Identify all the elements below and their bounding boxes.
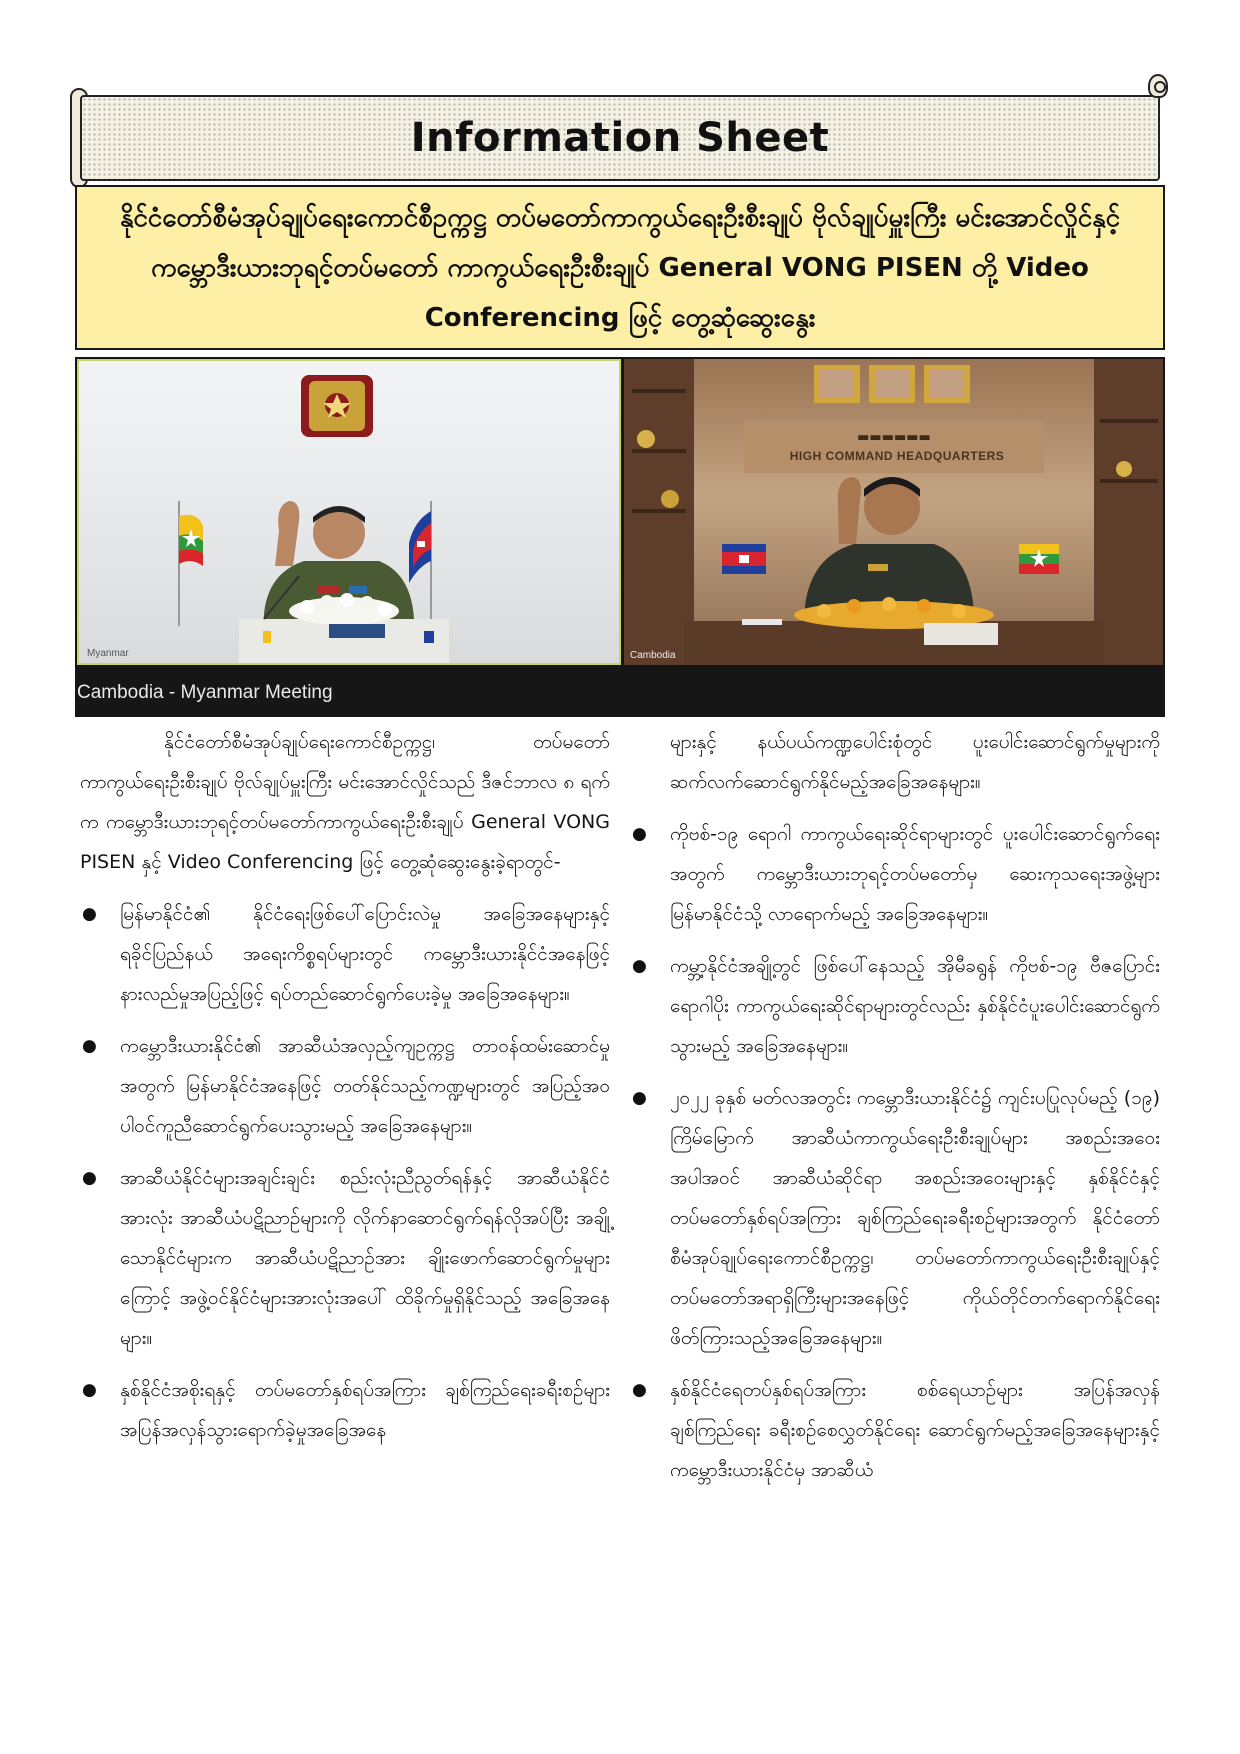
photo-caption: Cambodia - Myanmar Meeting	[77, 682, 333, 703]
bullet-item: ● ၂၀၂၂ ခုနှစ် မတ်လအတွင်း ကမ္ဘောဒီးယားနိုင်ငံ၌ ကျင်းပပြုလုပ်မည့် (၁၉) ကြိမ်မြောက် အာဆီယံကာကွယ်ရေးဦးစီးချုပ်များ အစည်းအဝေးအပါအဝင် အာဆီယံဆိုင်ရာ အစည်းအဝေးများနှင့် နှစ်နိုင်ငံနှင့် တပ်မတော်နှစ်ရပ်အကြား ချစ်ကြည်ရေးခရီးစဉ်များအတွက် နိုင်ငံတော်စီမံအုပ်ချုပ်ရေးကောင်စီဥက္ကဋ္ဌ၊ တပ်မတော်ကာကွယ်ရေးဦးစီးချုပ်နှင့် တပ်မတော်အရာရှိကြီးများအနေဖြင့် ကိုယ်တိုင်တက်ရောက်နိုင်ရေး ဖိတ်ကြားသည့်အခြေအနေများ။	[630, 1078, 1160, 1358]
myanmar-scene-illustration	[79, 361, 619, 663]
bullet-item: ● နှစ်နိုင်ငံအစိုးရနှင့် တပ်မတော်နှစ်ရပ်အကြား ချစ်ကြည်ရေးခရီးစဉ်များ အပြန်အလှန်သွားရောက်ခဲ့မှုအခြေအနေ	[80, 1370, 610, 1450]
myanmar-video-panel	[77, 359, 621, 665]
right-bullet-list	[630, 814, 1160, 1490]
bullet-item: ● မြန်မာနိုင်ငံ၏ နိုင်ငံရေးဖြစ်ပေါ်ပြောင်းလဲမှု အခြေအနေများနှင့် ရခိုင်ပြည်နယ် အရေးကိစ္စရပ်များတွင် ကမ္ဘောဒီးယားနိုင်ငံအနေဖြင့် နားလည်မှုအပြည့်ဖြင့် ရပ်တည်ဆောင်ရွက်ပေးခဲ့မှု အခြေအနေများ။	[80, 894, 610, 1014]
cambodia-flag-icon	[409, 511, 431, 583]
emblem-icon	[301, 375, 373, 437]
left-column	[80, 722, 610, 1450]
cambodia-flag-right-icon	[722, 544, 766, 574]
hq-sign-text: HIGH COMMAND HEADQUARTERS	[789, 449, 1005, 463]
continuation-paragraph: များနှင့် နယ်ပယ်ကဏ္ဍပေါင်းစုံတွင် ပူးပေါင်းဆောင်ရွက်မှုများကို ဆက်လက်ဆောင်ရွက်နိုင်မည့်အခြေအနေများ။	[670, 731, 1160, 793]
headline-box	[75, 185, 1165, 350]
myanmar-flag-icon	[179, 515, 203, 566]
myanmar-panel-label: Myanmar	[87, 648, 129, 659]
page-title: Information Sheet	[410, 115, 830, 161]
headline-text: နိုင်ငံတော်စီမံအုပ်ချုပ်ရေးကောင်စီဥက္ကဋ္ဌ တပ်မတော်ကာကွယ်ရေးဦးစီးချုပ် ဗိုလ်ချုပ်မှူးကြီး မင်းအောင်လှိုင်နှင့် ကမ္ဘောဒီးယားဘုရင့်တပ်မတော် ကာကွယ်ရေးဦးစီးချုပ် General VONG PISEN တို့ Video Conferencing ဖြင့် တွေ့ဆုံဆွေးနွေး	[119, 202, 1121, 333]
cambodia-video-panel	[624, 359, 1163, 665]
title-banner	[80, 95, 1160, 181]
bullet-item: ● ကမ္ဘောဒီးယားနိုင်ငံ၏ အာဆီယံအလှည့်ကျဥက္ကဋ္ဌ တာဝန်ထမ်းဆောင်မှုအတွက် မြန်မာနိုင်ငံအနေဖြင့် တတ်နိုင်သည့်ကဏ္ဍများတွင် အပြည့်အဝ ပါဝင်ကူညီဆောင်ရွက်ပေးသွားမည့် အခြေအနေများ။	[80, 1026, 610, 1146]
intro-paragraph: နိုင်ငံတော်စီမံအုပ်ချုပ်ရေးကောင်စီဥက္ကဋ္ဌ၊ တပ်မတော်ကာကွယ်ရေးဦးစီးချုပ် ဗိုလ်ချုပ်မှူးကြီး မင်းအောင်လှိုင်သည် ဒီဇင်ဘာလ ၈ ရက်က ကမ္ဘောဒီးယားဘုရင့်တပ်မတော်ကာကွယ်ရေးဦးစီးချုပ် General VONG PISEN နှင့် Video Conferencing ဖြင့် တွေ့ဆုံဆွေးနွေးခဲ့ရာတွင်-	[80, 731, 610, 873]
khmer-sign-glyphs: ▬▬▬▬▬▬	[857, 430, 931, 445]
left-bullet-list	[80, 894, 610, 1450]
cambodia-panel-label: Cambodia	[630, 650, 676, 661]
bullet-item: ● ကမ္ဘာ့နိုင်ငံအချို့တွင် ဖြစ်ပေါ်နေသည့် အိုမီခရွန် ကိုဗစ်-၁၉ ဗီဇပြောင်းရောဂါပိုး ကာကွယ်ရေးဆိုင်ရာများတွင်လည်း နှစ်နိုင်ငံပူးပေါင်းဆောင်ရွက်သွားမည့် အခြေအနေများ။	[630, 946, 1160, 1066]
conference-photo	[75, 357, 1165, 717]
bullet-item: ● ကိုဗစ်-၁၉ ရောဂါ ကာကွယ်ရေးဆိုင်ရာများတွင် ပူးပေါင်းဆောင်ရွက်ရေးအတွက် ကမ္ဘောဒီးယားဘုရင့်တပ်မတော်မှ ဆေးကုသရေးအဖွဲ့များ မြန်မာနိုင်ငံသို့ လာရောက်မည့် အခြေအနေများ။	[630, 814, 1160, 934]
cambodia-scene-illustration	[624, 359, 1163, 665]
right-column	[630, 722, 1160, 1490]
myanmar-flag-right-icon	[1019, 544, 1059, 574]
bullet-item: ● နှစ်နိုင်ငံရေတပ်နှစ်ရပ်အကြား စစ်ရေယာဉ်များ အပြန်အလှန်ချစ်ကြည်ရေး ခရီးစဉ်စေလွှတ်နိုင်ရေး ဆောင်ရွက်မည့်အခြေအနေများနှင့် ကမ္ဘောဒီးယားနိုင်ငံမှ အာဆီယံ	[630, 1370, 1160, 1490]
photo-caption-bar	[75, 667, 1165, 717]
portrait-frames	[814, 365, 970, 403]
scroll-curl-right	[1148, 74, 1168, 98]
bullet-item: ● အာဆီယံနိုင်ငံများအချင်းချင်း စည်းလုံးညီညွတ်ရန်နှင့် အာဆီယံနိုင်ငံအားလုံး အာဆီယံပဋိညာဉ်များကို လိုက်နာဆောင်ရွက်ရန်လိုအပ်ပြီး အချို့သောနိုင်ငံများက အာဆီယံပဋိညာဉ်အား ချိုးဖောက်ဆောင်ရွက်မှုများကြောင့် အဖွဲ့ဝင်နိုင်ငံများအားလုံးအပေါ် ထိခိုက်မှုရှိနိုင်သည့် အခြေအနေများ။	[80, 1158, 610, 1358]
